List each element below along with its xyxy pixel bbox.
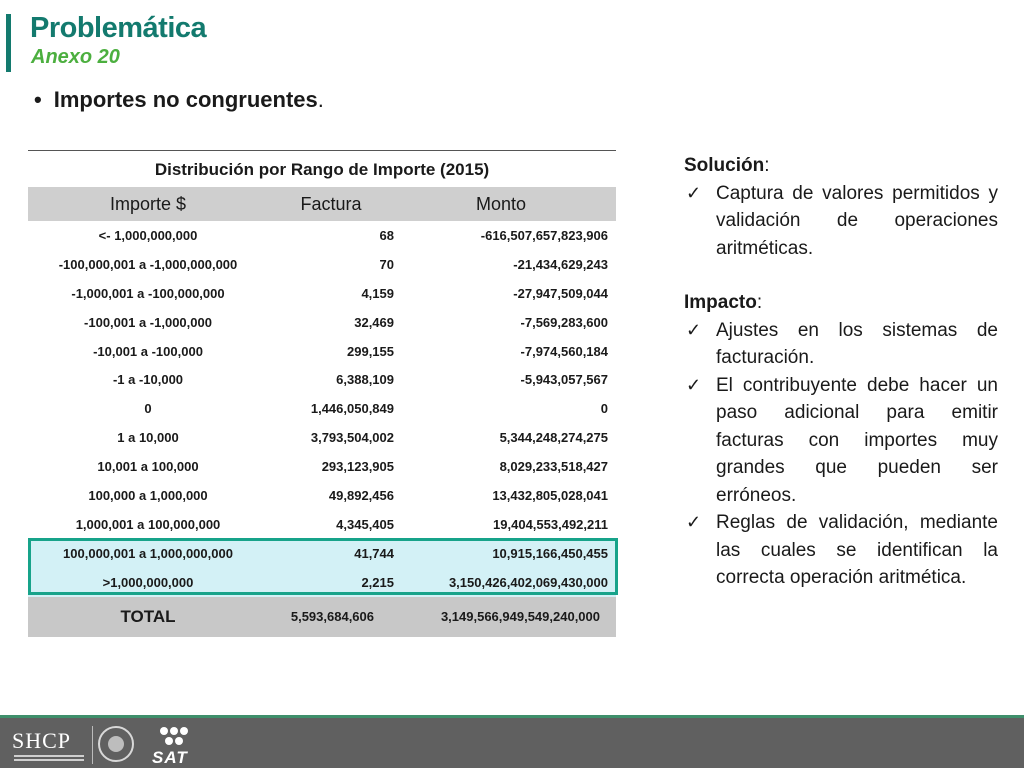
- range-cell: -10,001 a -100,000: [93, 343, 203, 359]
- distribution-table: [28, 150, 616, 637]
- monto-cell: -27,947,509,044: [513, 285, 608, 301]
- solucion-heading: [684, 152, 998, 180]
- impacto-item: [684, 317, 998, 372]
- impacto-list: [684, 317, 998, 592]
- table-row: [28, 250, 616, 279]
- shcp-subtext-graphic: [14, 755, 84, 763]
- monto-cell: -21,434,629,243: [513, 256, 608, 272]
- table-row: [28, 423, 616, 452]
- sat-logo: SAT: [152, 748, 188, 767]
- total-monto: 3,149,566,949,549,240,000: [440, 609, 600, 625]
- title-accent-bar: [6, 14, 11, 72]
- impacto-item-text: El contribuyente debe hacer un paso adicional para emitir facturas con importes muy grandes que pueden ser erróneos.: [716, 374, 998, 506]
- checkmark-icon: ✓: [686, 374, 702, 395]
- impacto-item-text: Ajustes en los sistemas de facturación.: [716, 319, 998, 368]
- table-row: [28, 452, 616, 481]
- monto-cell: -5,943,057,567: [520, 372, 608, 388]
- factura-cell: 41,744: [354, 545, 394, 561]
- table-row: [28, 279, 616, 308]
- range-cell: >1,000,000,000: [102, 574, 194, 590]
- factura-cell: 49,892,456: [328, 487, 394, 503]
- factura-cell: 293,123,905: [321, 459, 394, 475]
- table-caption: Distribución por Rango de Importe (2015): [154, 160, 490, 179]
- monto-cell: 10,915,166,450,455: [492, 545, 608, 561]
- table-row: [28, 568, 616, 597]
- monto-cell: 3,150,426,402,069,430,000: [448, 574, 608, 590]
- factura-cell: 299,155: [347, 343, 394, 359]
- impacto-item-text: Reglas de validación, mediante las cuales se identifican la correcta operación aritmética.: [716, 512, 998, 588]
- monto-cell: 13,432,805,028,041: [492, 487, 608, 503]
- factura-cell: 32,469: [354, 314, 394, 330]
- monto-cell: -7,569,283,600: [520, 314, 608, 330]
- table-row: [28, 308, 616, 337]
- total-factura: 5,593,684,606: [290, 609, 374, 625]
- main-bullet: [34, 87, 324, 113]
- solucion-item-text: Captura de valores permitidos y validación de operaciones aritméticas.: [716, 182, 998, 259]
- checkmark-icon: ✓: [686, 512, 702, 532]
- sat-dots-icon: [160, 727, 188, 749]
- range-cell: 10,001 a 100,000: [97, 459, 199, 475]
- factura-cell: 4,345,405: [336, 516, 394, 532]
- monto-cell: -616,507,657,823,906: [480, 227, 608, 243]
- monto-cell: 8,029,233,518,427: [499, 459, 608, 475]
- main-bullet-tail: .: [317, 87, 324, 112]
- total-label: TOTAL: [120, 606, 176, 626]
- main-bullet-text: Importes no congruentes: [53, 87, 318, 112]
- range-cell: -1 a -10,000: [112, 372, 184, 388]
- section-gap: [684, 262, 998, 289]
- shcp-logo: SHCP: [12, 728, 72, 753]
- table-row: [28, 481, 616, 510]
- monto-cell: -7,974,560,184: [520, 343, 608, 359]
- table-row: [28, 539, 616, 568]
- header-factura: Factura: [300, 193, 362, 214]
- table-row: [28, 337, 616, 366]
- monto-cell: 0: [600, 401, 608, 417]
- table-row: [28, 365, 616, 394]
- footer-divider: [92, 726, 93, 764]
- solucion-colon: :: [764, 155, 770, 176]
- checkmark-icon: ✓: [686, 319, 702, 340]
- range-cell: -1,000,001 a -100,000,000: [71, 285, 225, 301]
- factura-cell: 4,159: [361, 285, 394, 301]
- impacto-colon: :: [756, 292, 763, 313]
- factura-cell: 6,388,109: [336, 372, 394, 388]
- factura-cell: 70: [379, 256, 394, 272]
- table-row: [28, 510, 616, 539]
- factura-cell: 1,446,050,849: [310, 401, 394, 417]
- table-row: [28, 221, 616, 250]
- range-cell: 1,000,001 a 100,000,000: [75, 516, 221, 532]
- range-cell: -100,001 a -1,000,000: [84, 314, 212, 330]
- range-cell: 0: [144, 401, 152, 417]
- factura-cell: 3,793,504,002: [310, 430, 394, 446]
- factura-cell: 68: [379, 227, 394, 243]
- impacto-heading: [684, 289, 998, 317]
- table-row: [28, 394, 616, 423]
- right-panel: [684, 152, 998, 592]
- range-cell: 100,000,001 a 1,000,000,000: [63, 545, 233, 561]
- page-subtitle: Anexo 20: [31, 46, 120, 68]
- bullet-dot-icon: •: [34, 87, 42, 112]
- mexico-seal-icon: [98, 726, 134, 762]
- range-cell: -100,000,001 a -1,000,000,000: [58, 256, 238, 272]
- solucion-list: [684, 180, 998, 263]
- impacto-label: Impacto: [684, 292, 757, 313]
- checkmark-icon: ✓: [686, 182, 702, 203]
- impacto-item: [684, 509, 998, 592]
- monto-cell: 5,344,248,274,275: [499, 430, 608, 446]
- header-monto: Monto: [475, 193, 527, 214]
- range-cell: <- 1,000,000,000: [98, 227, 198, 243]
- page-title: Problemática: [30, 12, 207, 44]
- table-header-row: [28, 187, 616, 221]
- table-body: [28, 221, 616, 597]
- table-total-row: [28, 597, 616, 637]
- range-cell: 1 a 10,000: [117, 430, 179, 446]
- impacto-item: [684, 372, 998, 510]
- range-cell: 100,000 a 1,000,000: [88, 487, 208, 503]
- header-importe: Importe $: [109, 193, 187, 214]
- solucion-item: [684, 180, 998, 263]
- monto-cell: 19,404,553,492,211: [493, 516, 608, 532]
- factura-cell: 2,215: [361, 574, 394, 590]
- solucion-label: Solución: [684, 155, 765, 176]
